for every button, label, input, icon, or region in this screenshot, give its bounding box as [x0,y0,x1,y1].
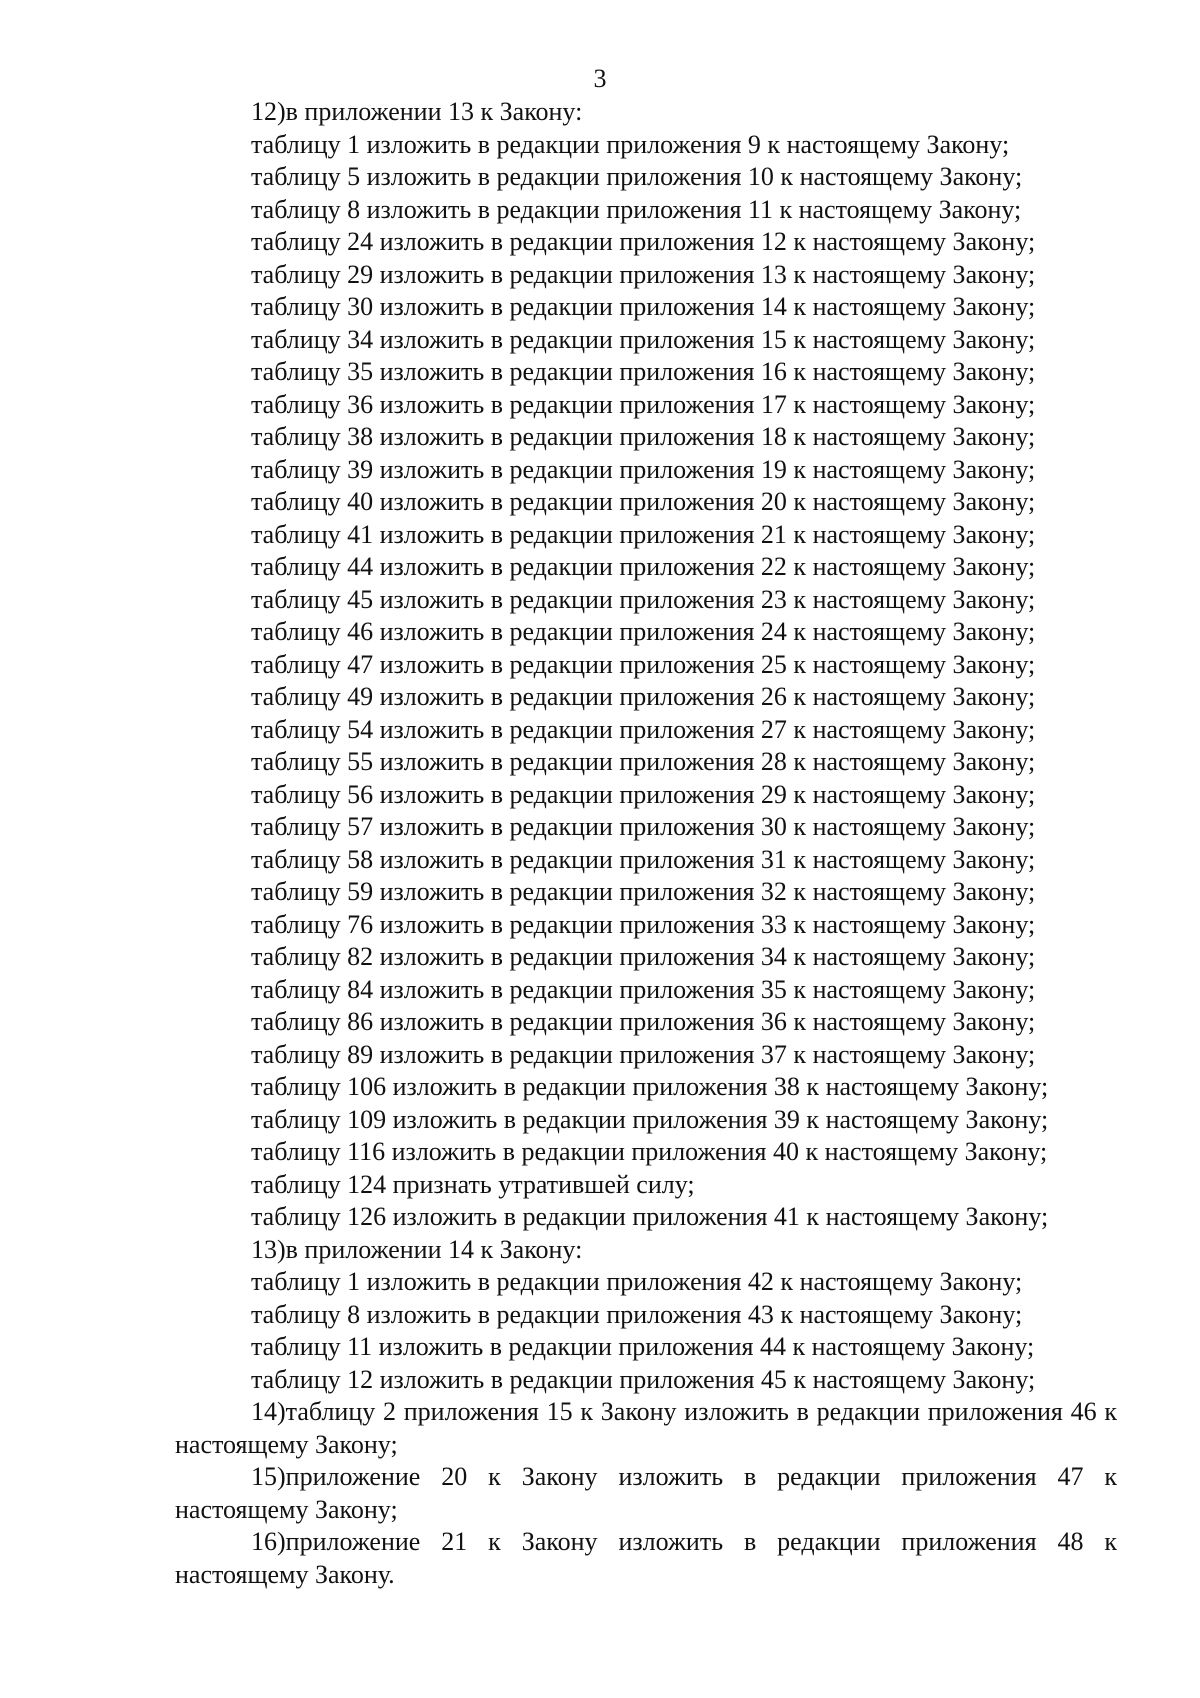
list-item: таблицу 124 признать утратившей силу; [251,1169,695,1199]
list-item: таблицу 45 изложить в редакции приложения 23 к настоящему Закону; [251,584,1036,614]
list-item: таблицу 29 изложить в редакции приложения 13 к настоящему Закону; [251,259,1036,289]
section-heading: 12)в приложении 13 к Закону: [251,97,583,126]
list-item: таблицу 41 изложить в редакции приложения 21 к настоящему Закону; [251,519,1036,549]
list-item: таблицу 109 изложить в редакции приложения 39 к настоящему Закону; [251,1104,1049,1134]
list-item: таблицу 34 изложить в редакции приложения 15 к настоящему Закону; [251,324,1036,354]
section-heading: 13)в приложении 14 к Закону: [251,1234,583,1264]
list-item: таблицу 106 изложить в редакции приложения 38 к настоящему Закону; [251,1072,1049,1101]
page-number: 3 [593,64,607,93]
final-paragraphs [175,1396,1117,1591]
list-item: таблицу 8 изложить в редакции приложения 43 к настоящему Закону; [251,1299,1023,1329]
list-item: таблицу 39 изложить в редакции приложения 19 к настоящему Закону; [251,454,1036,484]
list-item: таблицу 126 изложить в редакции приложения 41 к настоящему Закону; [251,1202,1049,1231]
list-item: таблицу 1 изложить в редакции приложения 9 к настоящему Закону; [251,129,1010,159]
list-item: таблицу 38 изложить в редакции приложения 18 к настоящему Закону; [251,422,1036,451]
list-item: таблицу 44 изложить в редакции приложения 22 к настоящему Закону; [251,552,1036,581]
list-item: таблицу 54 изложить в редакции приложения 27 к настоящему Закону; [251,714,1036,744]
list-item: таблицу 59 изложить в редакции приложения 32 к настоящему Закону; [251,877,1036,906]
list-item: таблицу 8 изложить в редакции приложения 11 к настоящему Закону; [251,194,1022,224]
list-item: таблицу 84 изложить в редакции приложения 35 к настоящему Закону; [251,974,1036,1004]
list-item: таблицу 56 изложить в редакции приложения 29 к настоящему Закону; [251,779,1036,809]
list-item: таблицу 82 изложить в редакции приложения 34 к настоящему Закону; [251,942,1036,971]
paragraph: 16)приложение 21 к Закону изложить в редакции приложения 48 к настоящему Закону. [175,1527,1117,1589]
list-item: таблицу 76 изложить в редакции приложения 33 к настоящему Закону; [251,909,1036,939]
list-item: таблицу 1 изложить в редакции приложения 42 к настоящему Закону; [251,1267,1023,1296]
list-item: таблицу 40 изложить в редакции приложения 20 к настоящему Закону; [251,487,1036,516]
list-item: таблицу 58 изложить в редакции приложения 31 к настоящему Закону; [251,844,1036,874]
list-item: таблицу 57 изложить в редакции приложения 30 к настоящему Закону; [251,812,1036,841]
list-item: таблицу 55 изложить в редакции приложения 28 к настоящему Закону; [251,747,1036,776]
list-item: таблицу 49 изложить в редакции приложения 26 к настоящему Закону; [251,682,1036,711]
paragraph: 15)приложение 20 к Закону изложить в редакции приложения 47 к настоящему Закону; [175,1462,1117,1524]
paragraph: 14)таблицу 2 приложения 15 к Закону изложить в редакции приложения 46 к настоящему Закону; [175,1397,1117,1459]
list-item: таблицу 36 изложить в редакции приложения 17 к настоящему Закону; [251,389,1036,419]
list-item: таблицу 12 изложить в редакции приложения 45 к настоящему Закону; [251,1364,1036,1394]
amendment-list [175,96,1117,1396]
list-item: таблицу 35 изложить в редакции приложения 16 к настоящему Закону; [251,357,1036,386]
list-item: таблицу 24 изложить в редакции приложения 12 к настоящему Закону; [251,227,1036,256]
list-item: таблицу 11 изложить в редакции приложения 44 к настоящему Закону; [251,1332,1035,1361]
list-item: таблицу 47 изложить в редакции приложения 25 к настоящему Закону; [251,649,1036,679]
document-body [175,96,1117,1591]
list-item: таблицу 116 изложить в редакции приложения 40 к настоящему Закону; [251,1137,1048,1166]
list-item: таблицу 30 изложить в редакции приложения 14 к настоящему Закону; [251,292,1036,321]
list-item: таблицу 46 изложить в редакции приложения 24 к настоящему Закону; [251,617,1036,646]
list-item: таблицу 89 изложить в редакции приложения 37 к настоящему Закону; [251,1039,1036,1069]
list-item: таблицу 5 изложить в редакции приложения 10 к настоящему Закону; [251,162,1023,191]
list-item: таблицу 86 изложить в редакции приложения 36 к настоящему Закону; [251,1007,1036,1036]
